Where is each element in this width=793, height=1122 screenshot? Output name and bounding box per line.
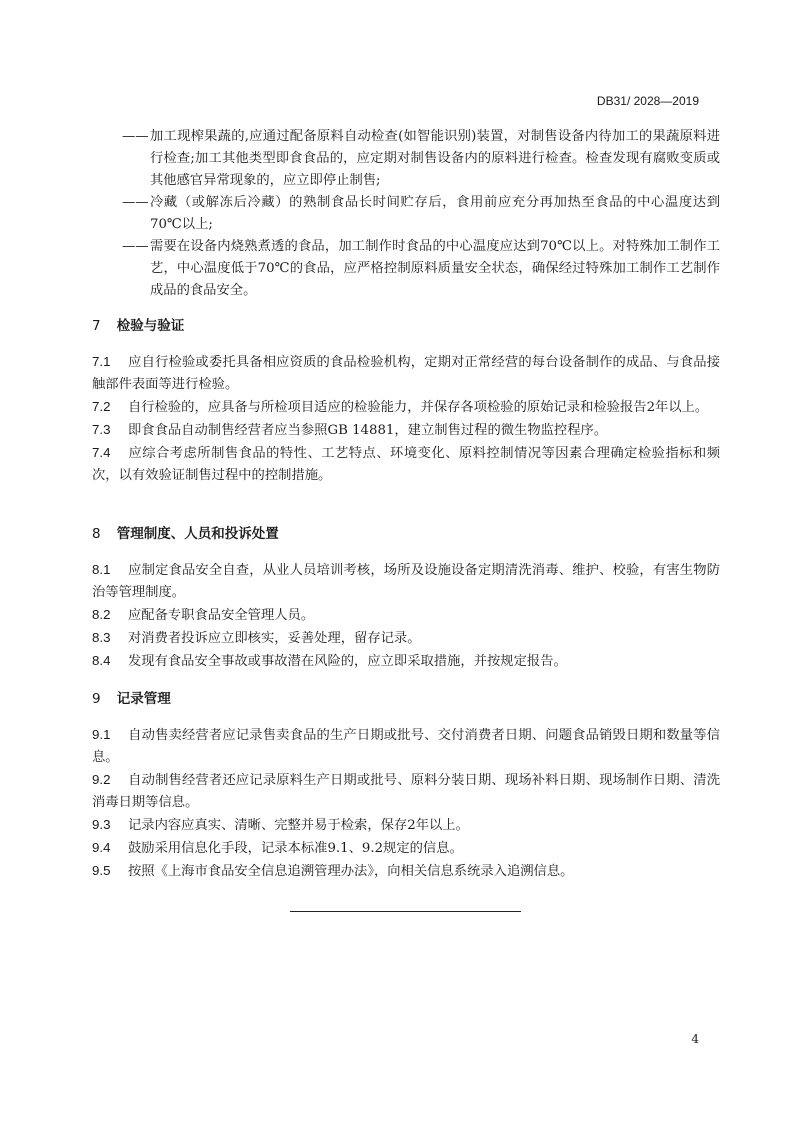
clause-text: 应制定食品安全自查，从业人员培训考核，场所及设施设备定期清洗消毒、维护、校验，有害生物防治等管理制度。	[92, 563, 720, 600]
clause	[92, 559, 720, 604]
clause-text: 自动售卖经营者应记录售卖食品的生产日期或批号、交付消费者日期、问题食品销毁日期和数量等信息。	[92, 728, 720, 765]
dash-item-text: 加工现榨果蔬的,应通过配备原料自动检查(如智能识别)装置，对制售设备内待加工的果蔬原料进行检查;加工其他类型即食食品的，应定期对制售设备内的原料进行检查。检查发现有腐败变质或其他感官异常现象的，应立即停止制售;	[150, 129, 720, 188]
clause	[92, 650, 720, 673]
section-title: 管理制度、人员和投诉处置	[116, 526, 279, 542]
clause	[92, 860, 720, 883]
clause	[92, 442, 720, 487]
clause-number: 8.2	[92, 607, 111, 622]
section-title: 记录管理	[116, 691, 171, 707]
section-heading	[92, 688, 720, 710]
section-inspection	[92, 315, 720, 487]
clause-number: 9.4	[92, 840, 111, 855]
section-heading	[92, 523, 720, 545]
clause-text: 应综合考虑所制售食品的特性、工艺特点、环境变化、原料控制情况等因素合理确定检验指标和频次，以有效验证制售过程中的控制措施。	[92, 446, 720, 483]
clause-text: 发现有食品安全事故或事故潜在风险的，应立即采取措施，并按规定报告。	[128, 654, 567, 669]
dash-mark: ——	[122, 239, 149, 254]
clause-number: 8.1	[92, 562, 111, 577]
clause	[92, 604, 720, 627]
clause-text: 对消费者投诉应立即核实，妥善处理，留存记录。	[128, 631, 421, 646]
clause-number: 7.1	[92, 354, 111, 369]
dash-item	[122, 192, 720, 236]
clause-text: 记录内容应真实、清晰、完整并易于检索，保存2年以上。	[128, 818, 469, 833]
document-code: DB31/ 2028—2019	[596, 94, 699, 108]
section-number: 8	[92, 526, 101, 542]
dash-item-text: 冷藏（或解冻后冷藏）的熟制食品长时间贮存后，食用前应充分再加热至食品的中心温度达到70℃以上;	[150, 195, 720, 232]
clause	[92, 837, 720, 860]
clause	[92, 724, 720, 769]
dash-item-text: 需要在设备内烧熟煮透的食品，加工制作时食品的中心温度应达到70℃以上。对特殊加工制作工艺，中心温度低于70℃的食品，应严格控制原料质量安全状态，确保经过特殊加工制作工艺制作成品的食品安全。	[150, 239, 720, 298]
clause-number: 9.5	[92, 863, 111, 878]
clause-number: 7.3	[92, 422, 111, 437]
dash-mark: ——	[122, 195, 149, 210]
clause-text: 即食食品自动制售经营者应当参照GB 14881，建立制售过程的微生物监控程序。	[128, 423, 608, 438]
section-title: 检验与验证	[116, 318, 185, 334]
clause-number: 8.4	[92, 653, 111, 668]
clause-text: 鼓励采用信息化手段，记录本标准9.1、9.2规定的信息。	[128, 841, 463, 856]
section-number: 7	[92, 318, 101, 334]
clause-text: 按照《上海市食品安全信息追溯管理办法》，向相关信息系统录入追溯信息。	[128, 864, 574, 879]
clause-number: 7.4	[92, 445, 111, 460]
clause-text: 自行检验的，应具备与所检项目适应的检验能力，并保存各项检验的原始记录和检验报告2年以上。	[128, 400, 709, 415]
dash-list	[122, 126, 720, 302]
dash-mark: ——	[122, 129, 149, 144]
clause-text: 应配备专职食品安全管理人员。	[128, 608, 315, 623]
clause-text: 自动制售经营者还应记录原料生产日期或批号、原料分装日期、现场补料日期、现场制作日期、清洗消毒日期等信息。	[92, 773, 720, 810]
clause-number: 9.2	[92, 772, 111, 787]
clause	[92, 769, 720, 814]
dash-item	[122, 126, 720, 192]
clause-number: 9.1	[92, 727, 111, 742]
clause	[92, 351, 720, 396]
clause-number: 7.2	[92, 399, 111, 414]
clause	[92, 396, 720, 419]
page-number: 4	[691, 1032, 699, 1046]
section-records	[92, 688, 720, 883]
clause-number: 9.3	[92, 817, 111, 832]
clause-number: 8.3	[92, 630, 111, 645]
clause-text: 应自行检验或委托具备相应资质的食品检验机构，定期对正常经营的每台设备制作的成品、与食品接触部件表面等进行检验。	[92, 355, 720, 392]
end-rule	[290, 911, 521, 912]
clause	[92, 419, 720, 442]
section-number: 9	[92, 691, 101, 707]
clause	[92, 814, 720, 837]
section-heading	[92, 315, 720, 337]
section-management	[92, 523, 720, 673]
clause	[92, 627, 720, 650]
dash-item	[122, 236, 720, 302]
